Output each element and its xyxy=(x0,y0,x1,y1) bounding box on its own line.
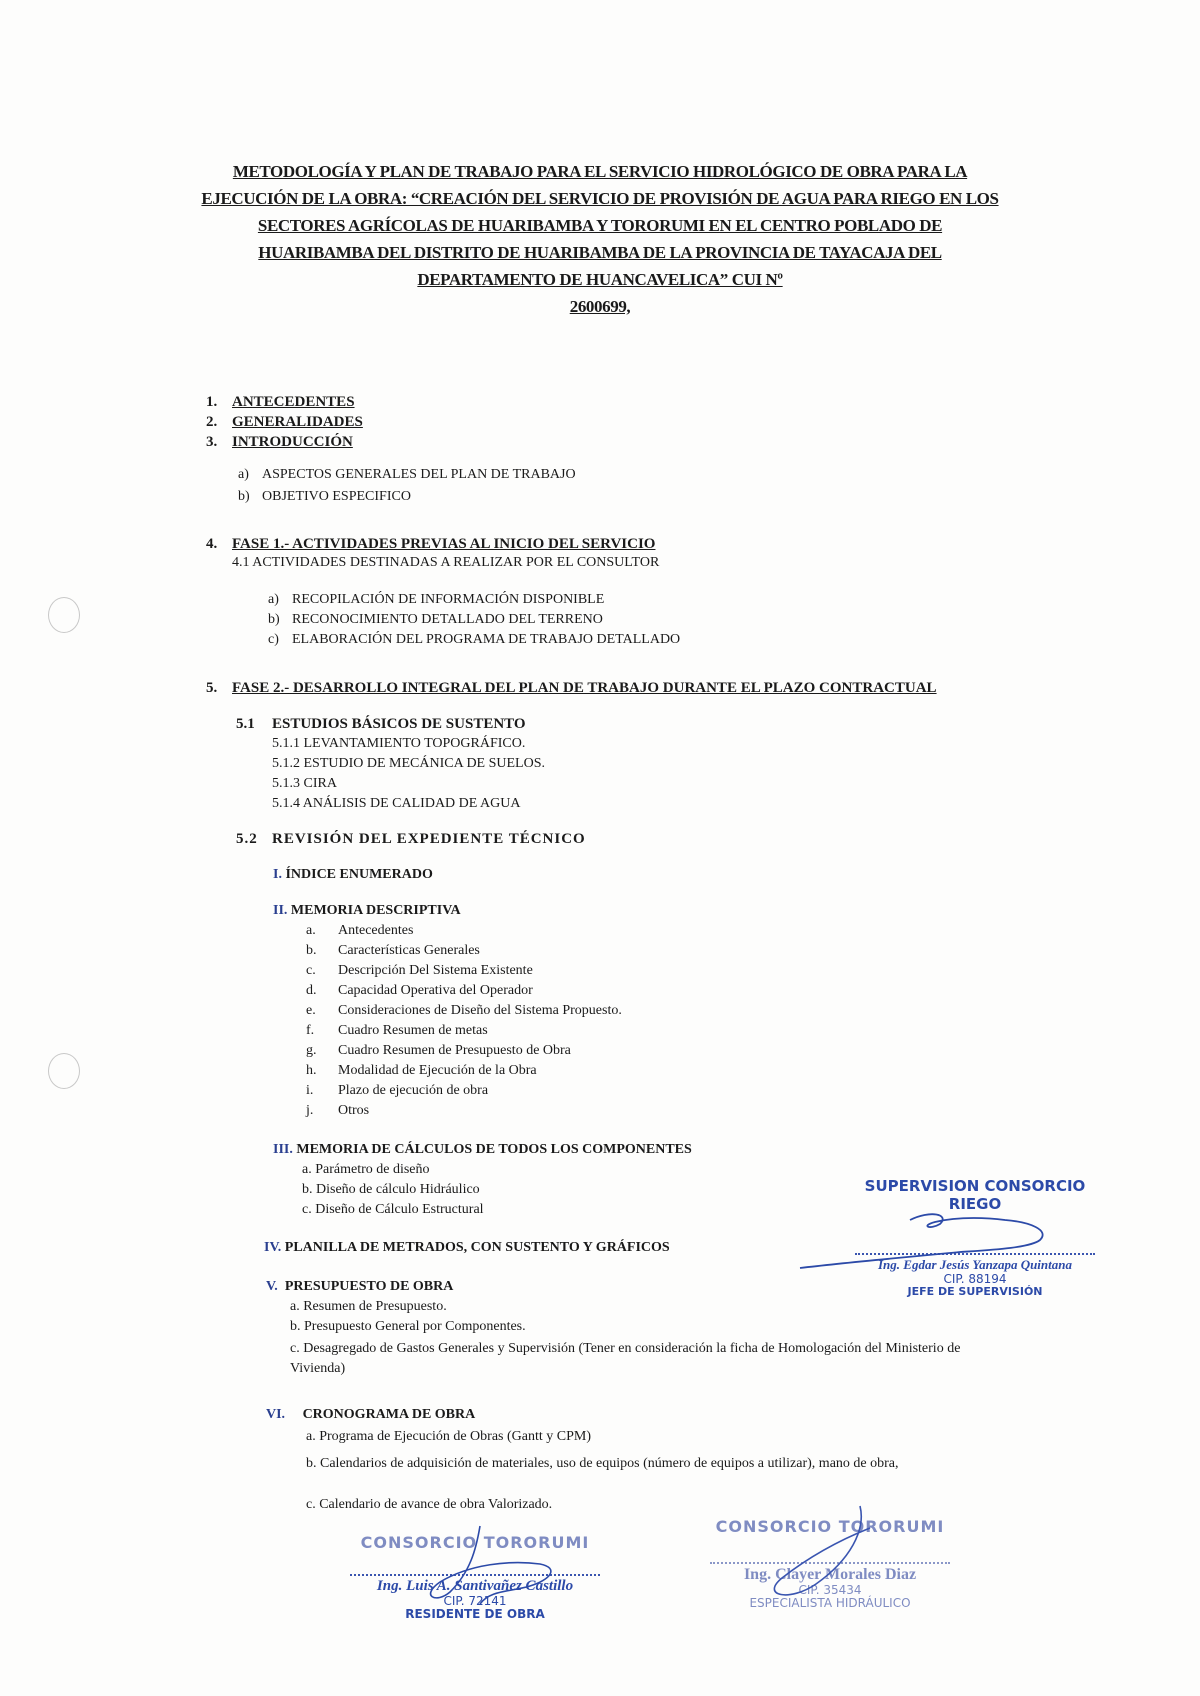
signature-space xyxy=(700,1536,960,1556)
stamp-signer-name: Ing. Clayer Morales Diaz xyxy=(743,1566,917,1583)
section-5-2 xyxy=(236,831,586,848)
item-number: b) xyxy=(268,612,280,627)
roman-heading-1 xyxy=(273,867,433,883)
signature-line xyxy=(855,1253,1095,1255)
roman-label: CRONOGRAMA DE OBRA xyxy=(302,1407,476,1422)
stamp-role: RESIDENTE DE OBRA xyxy=(405,1607,545,1621)
section-1 xyxy=(206,394,355,411)
roman-number: III. xyxy=(273,1142,293,1157)
item-label: ASPECTOS GENERALES DEL PLAN DE TRABAJO xyxy=(262,467,576,482)
section-5-1-number: 5.1 xyxy=(236,716,255,732)
list-item xyxy=(268,592,604,608)
item-number: j. xyxy=(306,1103,314,1118)
roman-label: ÍNDICE ENUMERADO xyxy=(285,867,433,882)
section-5-1-label: ESTUDIOS BÁSICOS DE SUSTENTO xyxy=(272,716,526,732)
stamp-role: ESPECIALISTA HIDRÁULICO xyxy=(749,1596,911,1610)
item-label: Modalidad de Ejecución de la Obra xyxy=(338,1063,537,1078)
roman-label: MEMORIA DESCRIPTIVA xyxy=(290,903,461,918)
section-4-1: 4.1 ACTIVIDADES DESTINADAS A REALIZAR POR EL CONSULTOR xyxy=(232,555,660,570)
item-label: ELABORACIÓN DEL PROGRAMA DE TRABAJO DETALLADO xyxy=(292,632,681,647)
item-number: g. xyxy=(306,1043,317,1058)
list-item xyxy=(238,489,411,505)
punch-hole-upper xyxy=(48,597,80,633)
item-number: a) xyxy=(238,467,249,482)
item-number: a. xyxy=(306,923,316,938)
roman-number: VI. xyxy=(266,1407,286,1422)
item-label: Consideraciones de Diseño del Sistema Propuesto. xyxy=(338,1003,622,1018)
section-4 xyxy=(206,536,655,553)
list-item: a. Resumen de Presupuesto. xyxy=(290,1299,447,1314)
section-2-label: GENERALIDADES xyxy=(232,414,363,430)
stamp-company: SUPERVISION CONSORCIO RIEGO xyxy=(864,1177,1086,1213)
list-item: 5.1.4 ANÁLISIS DE CALIDAD DE AGUA xyxy=(272,796,521,811)
section-3-label: INTRODUCCIÓN xyxy=(232,434,353,450)
item-label: Características Generales xyxy=(338,943,480,958)
item-number: c) xyxy=(268,632,279,647)
item-label: OBJETIVO ESPECIFICO xyxy=(262,489,411,504)
item-number: e. xyxy=(306,1003,316,1018)
section-5-2-label: REVISIÓN DEL EXPEDIENTE TÉCNICO xyxy=(272,831,586,847)
section-3-number: 3. xyxy=(206,434,218,450)
list-item xyxy=(306,1003,622,1019)
stamp-cip: CIP. 35434 xyxy=(798,1583,862,1597)
list-item xyxy=(306,1023,488,1039)
item-number: d. xyxy=(306,983,317,998)
section-5-number: 5. xyxy=(206,680,218,696)
item-number: i. xyxy=(306,1083,314,1098)
item-number: c. xyxy=(306,963,316,978)
list-item xyxy=(306,1043,571,1059)
section-5 xyxy=(206,680,937,697)
roman-heading-4 xyxy=(264,1240,670,1256)
document-title xyxy=(200,158,1000,320)
stamp-company: CONSORCIO TORORUMI xyxy=(715,1517,945,1536)
supervision-stamp xyxy=(845,1177,1105,1298)
list-item xyxy=(268,632,680,648)
title-text: METODOLOGÍA Y PLAN DE TRABAJO PARA EL SERVICIO HIDROLÓGICO DE OBRA PARA LA EJECUCIÓN DE LA OBRA: “CREACIÓN DEL SERVICIO DE PROVISIÓN DE AGUA PARA RIEGO EN LOS SECTORES AGRÍCOLAS DE HUARIBAMBA Y TORORUMI EN EL CENTRO POBLADO DE HUARIBAMBA DEL DISTRITO DE HUARIBAMBA DE LA PROVINCIA DE TAYACAJA DEL DEPARTAMENTO DE HUANCAVELICA” CUI Nº xyxy=(201,162,999,289)
stamp-signer-name: Ing. Egdar Jesús Yanzapa Quintana xyxy=(878,1257,1072,1272)
section-1-label: ANTECEDENTES xyxy=(232,394,355,410)
item-number: b. xyxy=(306,943,317,958)
item-label: RECOPILACIÓN DE INFORMACIÓN DISPONIBLE xyxy=(292,592,605,607)
roman-label: PRESUPUESTO DE OBRA xyxy=(284,1279,454,1294)
roman-heading-2 xyxy=(273,903,461,919)
item-label: RECONOCIMIENTO DETALLADO DEL TERRENO xyxy=(292,612,603,627)
title-cui: 2600699, xyxy=(569,297,631,316)
stamp-cip: CIP. 88194 xyxy=(943,1272,1007,1286)
signature-line xyxy=(350,1574,600,1576)
roman-heading-3 xyxy=(273,1142,692,1158)
item-label: Antecedentes xyxy=(338,923,414,938)
stamp-role: JEFE DE SUPERVISIÓN xyxy=(907,1285,1043,1298)
roman-label: MEMORIA DE CÁLCULOS DE TODOS LOS COMPONENTES xyxy=(296,1142,692,1157)
item-label: Plazo de ejecución de obra xyxy=(338,1083,489,1098)
list-item xyxy=(306,943,480,959)
punch-hole-lower xyxy=(48,1053,80,1089)
item-number: h. xyxy=(306,1063,317,1078)
item-number: a) xyxy=(268,592,279,607)
section-4-number: 4. xyxy=(206,536,218,552)
section-2-number: 2. xyxy=(206,414,218,430)
list-item: b. Diseño de cálculo Hidráulico xyxy=(302,1182,480,1197)
stamp-signer-name: Ing. Luis A. Santivañez Castillo xyxy=(376,1578,574,1594)
roman-heading-5 xyxy=(266,1279,453,1295)
item-number: b) xyxy=(238,489,250,504)
section-3 xyxy=(206,434,353,451)
list-item: 5.1.2 ESTUDIO DE MECÁNICA DE SUELOS. xyxy=(272,756,545,771)
item-label: Cuadro Resumen de Presupuesto de Obra xyxy=(338,1043,571,1058)
list-item: 5.1.3 CIRA xyxy=(272,776,337,791)
item-label: Capacidad Operativa del Operador xyxy=(338,983,533,998)
item-number: f. xyxy=(306,1023,315,1038)
section-5-2-number: 5.2 xyxy=(236,831,258,847)
roman-number: V. xyxy=(266,1279,278,1294)
item-label: Cuadro Resumen de metas xyxy=(338,1023,488,1038)
stamp-cip: CIP. 72141 xyxy=(443,1594,507,1608)
roman-number: II. xyxy=(273,903,288,918)
section-1-number: 1. xyxy=(206,394,218,410)
list-item: c. Desagregado de Gastos Generales y Supervisión (Tener en consideración la ficha de Homologación del Ministerio de Vivienda) xyxy=(290,1341,961,1376)
list-item xyxy=(306,1103,369,1119)
section-2 xyxy=(206,414,363,431)
signature-line xyxy=(710,1562,950,1564)
roman-heading-6 xyxy=(266,1407,475,1423)
residente-stamp xyxy=(330,1533,620,1621)
signature-space xyxy=(330,1552,620,1568)
stamp-company: CONSORCIO TORORUMI xyxy=(360,1533,590,1552)
list-item: b. Calendarios de adquisición de materiales, uso de equipos (número de equipos a utilizar), mano de obra, xyxy=(306,1456,899,1471)
list-item xyxy=(306,1063,537,1079)
section-5-1 xyxy=(236,716,526,733)
list-item xyxy=(306,963,533,979)
list-item xyxy=(268,612,603,628)
roman-number: I. xyxy=(273,867,282,882)
list-item: c. Diseño de Cálculo Estructural xyxy=(302,1202,484,1217)
section-4-label: FASE 1.- ACTIVIDADES PREVIAS AL INICIO DEL SERVICIO xyxy=(232,536,656,552)
roman-label: PLANILLA DE METRADOS, CON SUSTENTO Y GRÁFICOS xyxy=(284,1240,670,1255)
list-item xyxy=(306,923,413,939)
section-5-label: FASE 2.- DESARROLLO INTEGRAL DEL PLAN DE TRABAJO DURANTE EL PLAZO CONTRACTUAL xyxy=(232,680,937,696)
roman-number: IV. xyxy=(264,1240,282,1255)
item-label: Descripción Del Sistema Existente xyxy=(338,963,533,978)
list-item xyxy=(238,467,576,483)
list-item xyxy=(306,983,533,999)
especialista-stamp xyxy=(700,1517,960,1610)
signature-space xyxy=(845,1213,1105,1247)
list-item: c. Calendario de avance de obra Valorizado. xyxy=(306,1497,553,1512)
list-item: b. Presupuesto General por Componentes. xyxy=(290,1319,526,1334)
list-item: 5.1.1 LEVANTAMIENTO TOPOGRÁFICO. xyxy=(272,736,526,751)
item-label: Otros xyxy=(338,1103,370,1118)
list-item: a. Programa de Ejecución de Obras (Gantt y CPM) xyxy=(306,1429,591,1444)
list-item: a. Parámetro de diseño xyxy=(302,1162,430,1177)
list-item xyxy=(306,1083,488,1099)
